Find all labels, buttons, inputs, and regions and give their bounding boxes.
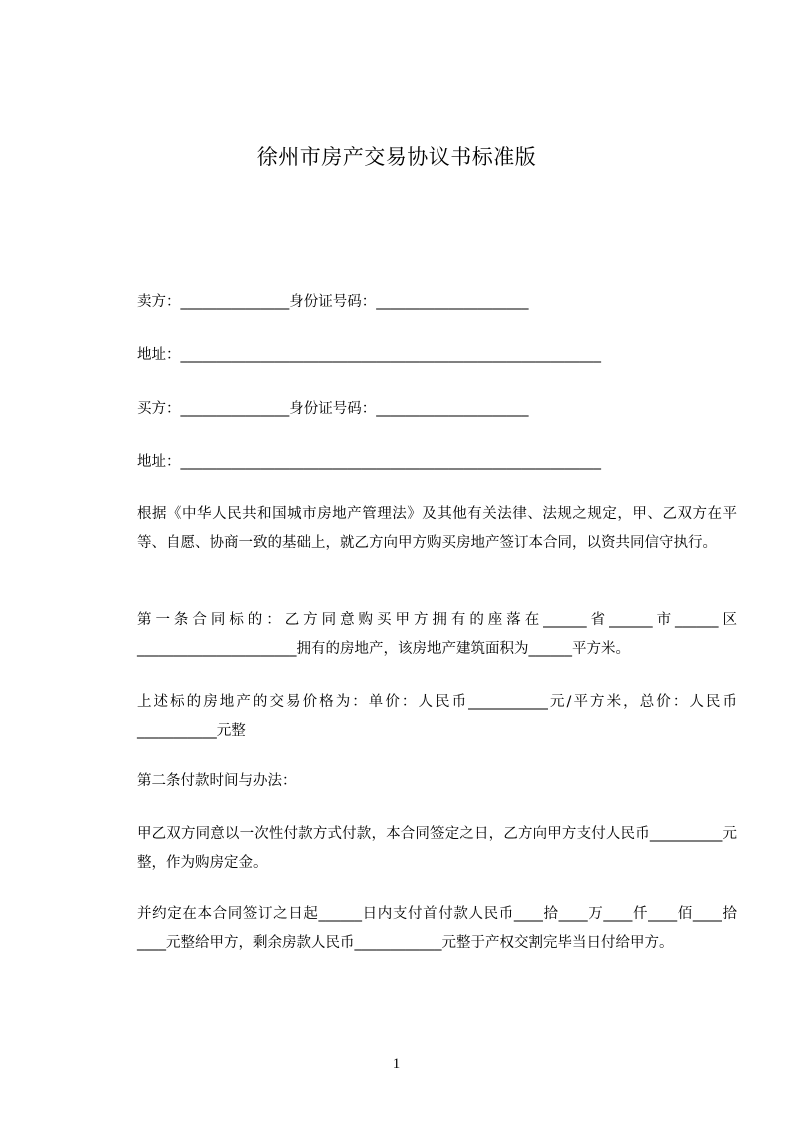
- preamble-paragraph: 根据《中华人民共和国城市房地产管理法》及其他有关法律、法规之规定，甲、乙双方在平等、自愿、协商一致的基础上，就乙方向甲方购买房地产签订本合同，以资共同信守执行。: [137, 506, 737, 551]
- page-number: 1: [392, 1056, 401, 1072]
- seller-address-line: 地址：__________________________________________________________: [137, 347, 601, 363]
- deposit-paragraph: 甲乙双方同意以一次性付款方式付款，本合同签定之日，乙方向甲方支付人民币__________元整，作为购房定金。: [137, 826, 737, 871]
- buyer-line: 买方：_______________身份证号码：_____________________: [137, 401, 529, 417]
- article-1-paragraph: 第一条合同标的：乙方同意购买甲方拥有的座落在______省______市______区______________________拥有的房地产，该房地产建筑面积为______平方米。: [137, 612, 737, 657]
- document-title: 徐州市房产交易协议书标准版: [256, 145, 537, 169]
- article-2-heading: 第二条付款时间与办法：: [137, 773, 297, 789]
- price-paragraph: 上述标的房地产的交易价格为：单价：人民币___________元/平方米，总价：人民币___________元整: [137, 694, 737, 739]
- buyer-address-line: 地址：__________________________________________________________: [137, 454, 601, 470]
- seller-line: 卖方：_______________身份证号码：_____________________: [137, 294, 529, 310]
- payment-paragraph: 并约定在本合同签订之日起______日内支付首付款人民币____拾____万____仟____佰____拾____元整给甲方，剩余房款人民币____________元整于产权交割完毕当日付给甲方。: [137, 906, 737, 951]
